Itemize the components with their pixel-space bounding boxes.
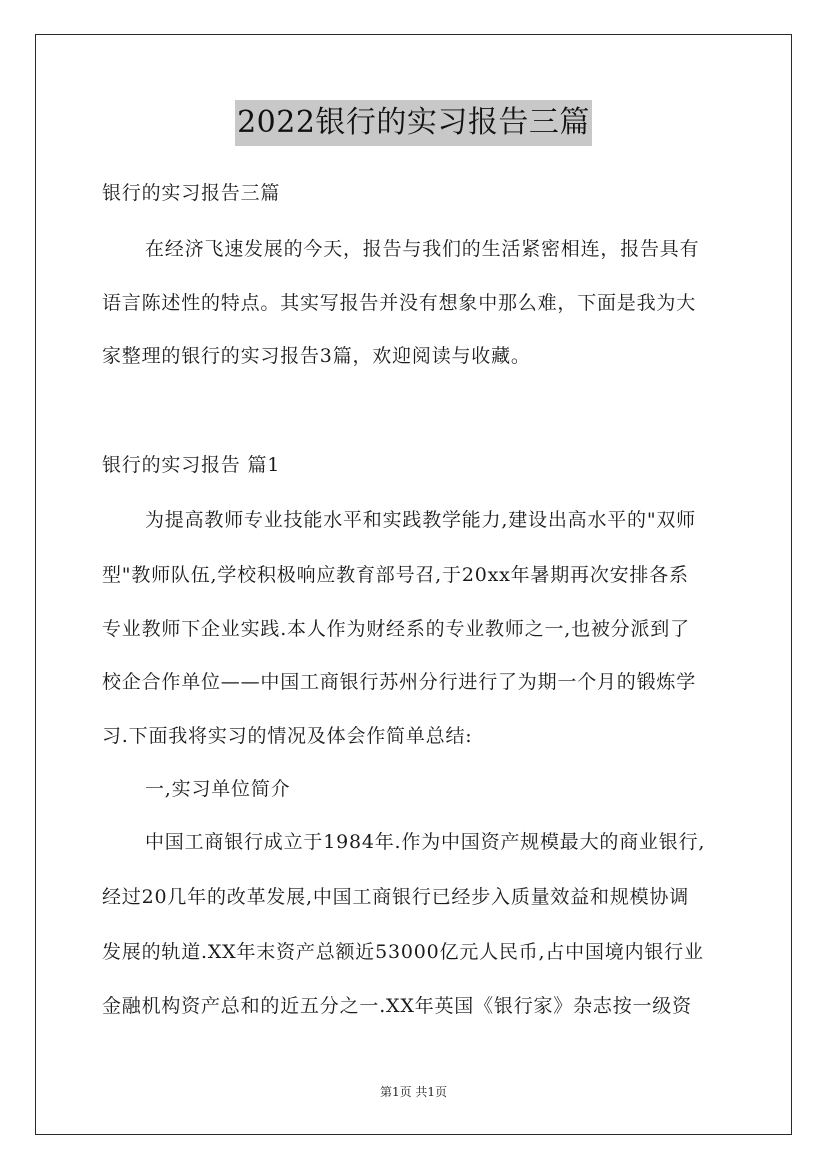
body-paragraph-line: 经过20几年的改革发展,中国工商银行已经步入质量效益和规模协调 [102,886,690,908]
subtitle: 银行的实习报告三篇 [102,182,281,204]
title-container [0,100,827,146]
body-paragraph-line: 校企合作单位——中国工商银行苏州分行进行了为期一个月的锻炼学 [102,671,697,693]
body-paragraph-line: 为提高教师专业技能水平和实践教学能力,建设出高水平的"双师 [145,509,696,531]
body-paragraph-line: 中国工商银行成立于1984年.作为中国资产规模最大的商业银行, [145,831,706,853]
body-paragraph-line: 型"教师队伍,学校积极响应教育部号召,于20xx年暑期再次安排各系 [102,564,689,586]
body-paragraph-line: 专业教师下企业实践.本人作为财经系的专业教师之一,也被分派到了 [102,618,690,640]
intro-paragraph-line: 在经济飞速发展的今天，报告与我们的生活紧密相连，报告具有 [145,238,700,260]
page-footer: 第1页 共1页 [379,1085,448,1099]
subsection-heading: 一,实习单位简介 [145,778,291,800]
document-title: 2022银行的实习报告三篇 [235,100,592,146]
intro-paragraph-line: 家整理的银行的实习报告3篇，欢迎阅读与收藏。 [102,345,531,367]
body-paragraph-line: 发展的轨道.XX年末资产总额近53000亿元人民币,占中国境内银行业 [102,941,704,963]
intro-paragraph-line: 语言陈述性的特点。其实写报告并没有想象中那么难，下面是我为大 [102,292,697,314]
body-paragraph-line: 金融机构资产总和的近五分之一.XX年英国《银行家》杂志按一级资 [102,995,692,1017]
section-heading: 银行的实习报告 篇1 [102,454,281,476]
body-paragraph-line: 习.下面我将实习的情况及体会作简单总结: [102,725,473,747]
